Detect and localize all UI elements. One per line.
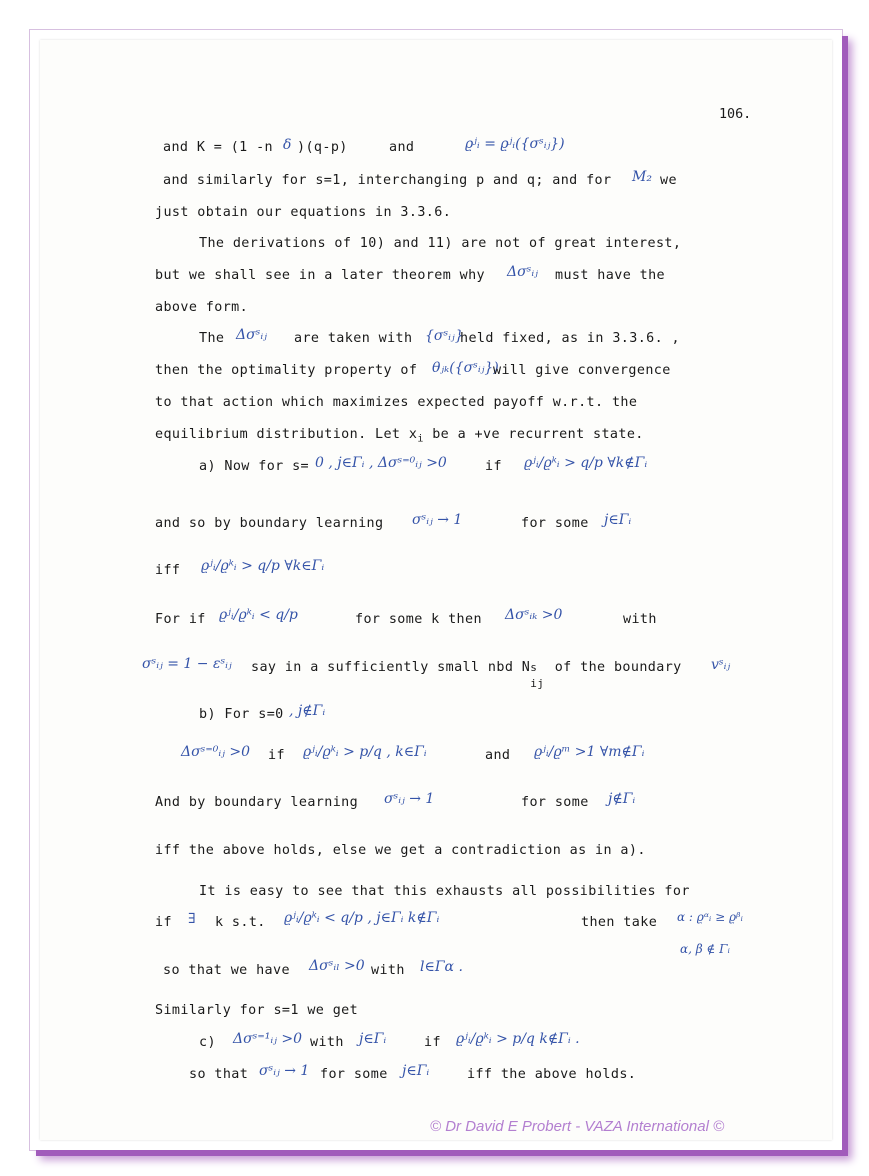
text-line: if <box>268 748 285 763</box>
handwritten-math: Δσˢᵢₗ >0 <box>309 958 365 974</box>
handwritten-math: Δσˢᵢₖ >0 <box>505 607 563 623</box>
text-line: and <box>389 140 415 155</box>
handwritten-math: α, β ∉ Γᵢ <box>680 942 730 956</box>
exists-symbol: ∃ <box>188 911 196 927</box>
handwritten-math: ϱʲᵢ/ϱᵐ >1 ∀m∉Γᵢ <box>534 744 645 760</box>
text-line: and similarly for s=1, interchanging p and q; and for <box>163 173 612 188</box>
text-line: Similarly for s=1 we get <box>155 1003 359 1018</box>
handwritten-math: 0 , j∈Γᵢ , Δσˢ⁼⁰ᵢⱼ >0 <box>315 455 447 471</box>
handwritten-math: ϱʲᵢ/ϱᵏᵢ < q/p , j∈Γᵢ k∉Γᵢ <box>284 910 440 926</box>
subscript: ij <box>530 677 545 690</box>
text-run: of the boundary <box>554 660 682 675</box>
text-line: It is easy to see that this exhausts all possibilities for <box>199 884 690 899</box>
handwritten-math: M₂ <box>632 169 652 185</box>
handwritten-math: σˢᵢⱼ → 1 <box>412 512 463 528</box>
handwritten-math: l∈Γα . <box>420 959 463 975</box>
handwritten-math: Δσˢᵢⱼ <box>236 327 267 343</box>
text-line: above form. <box>155 300 249 315</box>
text-line: we <box>660 173 677 188</box>
text-line: with <box>310 1035 344 1050</box>
text-line: for some <box>320 1067 388 1082</box>
text-line: a) Now for s= <box>199 459 310 474</box>
copyright-watermark: © Dr David E Probert - VAZA International © <box>430 1118 725 1135</box>
text-line: iff the above holds. <box>467 1067 637 1082</box>
text-line <box>155 427 644 445</box>
text-line: held fixed, as in 3.3.6. , <box>460 331 681 346</box>
text-line: The derivations of 10) and 11) are not of great interest, <box>199 236 682 251</box>
text-line: then take <box>581 915 658 930</box>
handwritten-math: j∈Γᵢ <box>604 512 632 528</box>
text-line: )(q-p) <box>297 140 348 155</box>
text-line: just obtain our equations in 3.3.6. <box>155 205 452 220</box>
text-line: for some <box>521 795 589 810</box>
handwritten-math: ϱʲᵢ/ϱᵏᵢ > p/q k∉Γᵢ . <box>456 1031 580 1047</box>
page-number: 106. <box>719 107 752 122</box>
handwritten-math: ϱʲᵢ/ϱᵏᵢ > q/p ∀k∉Γᵢ <box>524 455 648 471</box>
handwritten-math: α : ϱᵅᵢ ≥ ϱᵝᵢ <box>677 910 743 924</box>
text-run: be a +ve recurrent state. <box>432 427 644 442</box>
handwritten-math: Δσˢᵢⱼ <box>507 264 538 280</box>
text-line: with <box>371 963 405 978</box>
text-line: must have the <box>555 268 666 283</box>
text-line: b) For s=0 <box>199 707 284 722</box>
text-line: so that <box>189 1067 249 1082</box>
text-line: if <box>485 459 502 474</box>
handwritten-math: θⱼₖ({σˢᵢⱼ}) <box>432 360 499 376</box>
handwritten-math: δ <box>283 137 292 153</box>
text-line: are taken with <box>294 331 413 346</box>
text-line: so that we have <box>163 963 290 978</box>
handwritten-math: σˢᵢⱼ = 1 − εˢᵢⱼ <box>142 656 232 672</box>
text-line: with <box>623 612 657 627</box>
text-line: to that action which maximizes expected payoff w.r.t. the <box>155 395 638 410</box>
handwritten-math: , j∉Γᵢ <box>289 703 326 719</box>
text-line: iff <box>155 563 181 578</box>
text-line: k s.t. <box>215 915 266 930</box>
text-line <box>251 660 682 690</box>
subscript: i <box>417 433 424 445</box>
text-line: for some <box>521 516 589 531</box>
text-line: and <box>485 748 511 763</box>
handwritten-math: ϱʲᵢ/ϱᵏᵢ < q/p <box>219 607 298 623</box>
text-run: equilibrium distribution. Let x <box>155 427 418 442</box>
text-line: and K = (1 -n <box>163 140 274 155</box>
handwritten-math: ϱʲᵢ/ϱᵏᵢ > p/q , k∈Γᵢ <box>303 744 427 760</box>
text-line: for some k then <box>355 612 482 627</box>
text-line: c) <box>199 1035 216 1050</box>
handwritten-math: j∉Γᵢ <box>608 791 636 807</box>
superscript: s <box>530 661 538 674</box>
handwritten-math: σˢᵢⱼ → 1 <box>384 791 435 807</box>
handwritten-math: {σˢᵢⱼ} <box>425 328 464 344</box>
text-line: iff the above holds, else we get a contradiction as in a). <box>155 843 646 858</box>
handwritten-math: j∈Γᵢ <box>359 1031 387 1047</box>
handwritten-math: j∈Γᵢ <box>402 1063 430 1079</box>
text-line: and so by boundary learning <box>155 516 384 531</box>
text-run: say in a sufficiently small nbd N <box>251 660 531 675</box>
text-line: then the optimality property of <box>155 363 418 378</box>
text-line: will give convergence <box>493 363 671 378</box>
handwritten-math: Δσˢ⁼⁰ᵢⱼ >0 <box>181 744 250 760</box>
handwritten-math: ϱʲᵢ = ϱʲᵢ({σˢᵢⱼ}) <box>465 136 565 152</box>
text-line: if <box>155 915 172 930</box>
text-line: if <box>424 1035 441 1050</box>
text-line: The <box>199 331 225 346</box>
handwritten-math: σˢᵢⱼ → 1 <box>259 1063 310 1079</box>
handwritten-math: vˢᵢⱼ <box>711 657 731 673</box>
text-line: but we shall see in a later theorem why <box>155 268 486 283</box>
text-line: For if <box>155 612 206 627</box>
text-line: And by boundary learning <box>155 795 359 810</box>
handwritten-math: Δσˢ⁼¹ᵢⱼ >0 <box>233 1031 302 1047</box>
handwritten-math: ϱʲᵢ/ϱᵏᵢ > q/p ∀k∈Γᵢ <box>201 558 325 574</box>
